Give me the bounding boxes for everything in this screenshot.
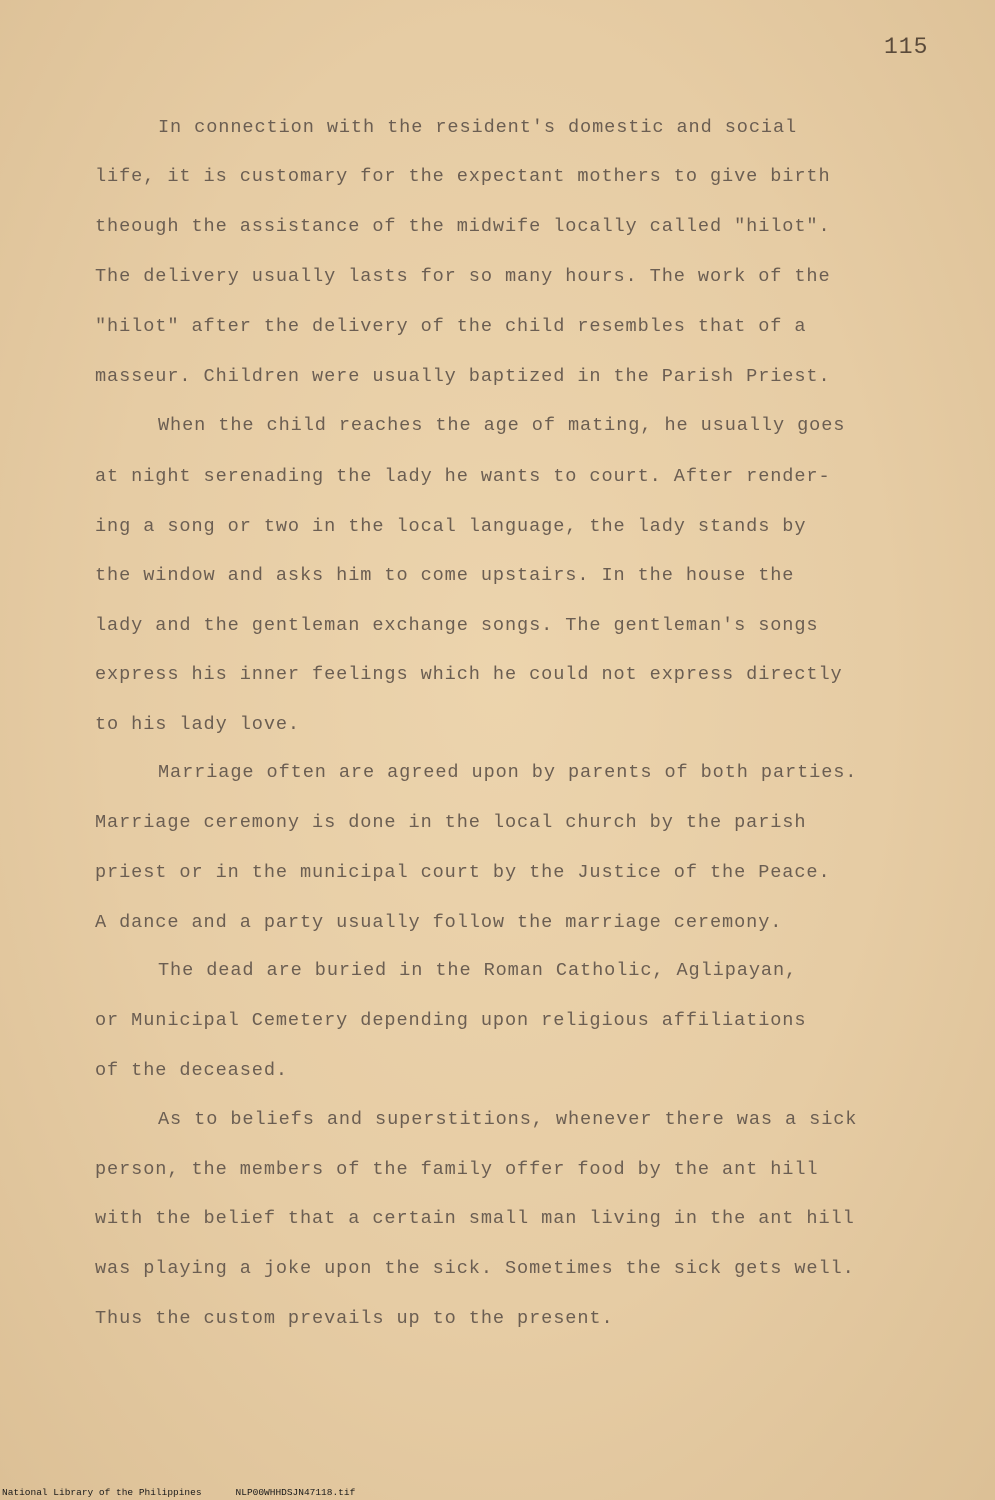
text-line: theough the assistance of the midwife locally called "hilot". (95, 216, 831, 237)
text-line: of the deceased. (95, 1060, 288, 1081)
text-line: Thus the custom prevails up to the present. (95, 1308, 614, 1329)
text-line: the window and asks him to come upstairs. In the house the (95, 565, 795, 586)
text-line: Marriage often are agreed upon by parents of both parties. (158, 762, 858, 783)
text-line: was playing a joke upon the sick. Sometimes the sick gets well. (95, 1258, 855, 1279)
text-line: express his inner feelings which he could not express directly (95, 664, 843, 685)
text-line: A dance and a party usually follow the marriage ceremony. (95, 912, 783, 933)
text-line: When the child reaches the age of mating, he usually goes (158, 415, 846, 436)
text-line: In connection with the resident's domestic and social (158, 117, 798, 138)
text-line: life, it is customary for the expectant mothers to give birth (95, 166, 831, 187)
text-line: The delivery usually lasts for so many hours. The work of the (95, 266, 831, 287)
text-line: Marriage ceremony is done in the local church by the parish (95, 812, 807, 833)
text-line: or Municipal Cemetery depending upon religious affiliations (95, 1010, 807, 1031)
text-line: with the belief that a certain small man living in the ant hill (95, 1208, 855, 1229)
file-name: NLP00WHHDSJN47118.tif (235, 1487, 356, 1498)
text-line: person, the members of the family offer food by the ant hill (95, 1159, 819, 1180)
text-line: "hilot" after the delivery of the child resembles that of a (95, 316, 807, 337)
page-number: 115 (884, 34, 929, 60)
text-line: ing a song or two in the local language, the lady stands by (95, 516, 807, 537)
text-line: priest or in the municipal court by the Justice of the Peace. (95, 862, 831, 883)
library-name: National Library of the Philippines (2, 1487, 202, 1498)
text-line: As to beliefs and superstitions, whenever there was a sick (158, 1109, 858, 1130)
text-line: The dead are buried in the Roman Catholic, Aglipayan, (158, 960, 798, 981)
text-line: to his lady love. (95, 714, 300, 735)
scan-footer (2, 1487, 355, 1498)
text-line: at night serenading the lady he wants to court. After render- (95, 466, 831, 487)
text-line: masseur. Children were usually baptized in the Parish Priest. (95, 366, 831, 387)
text-line: lady and the gentleman exchange songs. The gentleman's songs (95, 615, 819, 636)
